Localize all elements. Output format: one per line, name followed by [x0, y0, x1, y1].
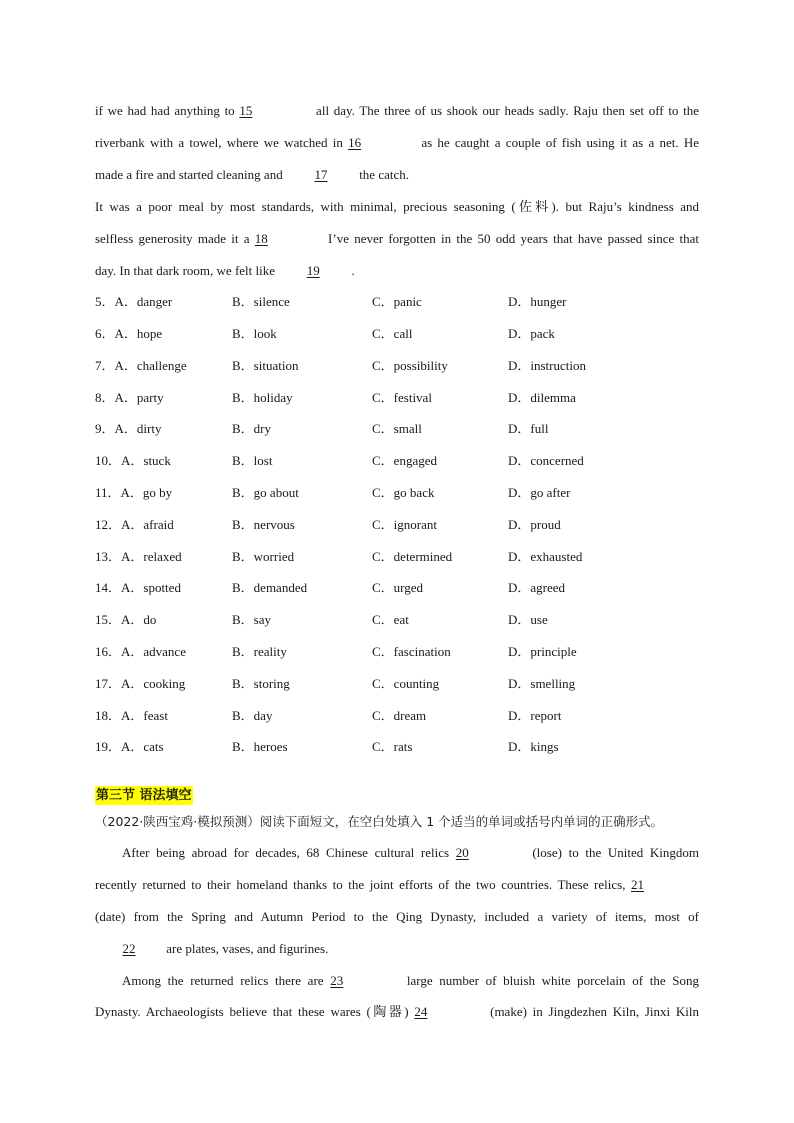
option-a[interactable]: 5．A．danger [95, 294, 173, 309]
text: day. In that dark room, we felt like [95, 263, 279, 278]
option-b[interactable]: B．reality [232, 644, 287, 659]
blank-17[interactable]: 17 [314, 167, 328, 182]
option-b[interactable]: B．heroes [232, 739, 288, 754]
option-a[interactable]: 15．A．do [95, 612, 157, 627]
option-c[interactable]: C．rats [372, 739, 413, 754]
option-c[interactable]: C．small [372, 421, 422, 436]
text: Dynasty. Archaeologists believe that these wares (陶器) [95, 1004, 415, 1019]
option-b[interactable]: B．go about [232, 485, 299, 500]
blank-16[interactable]: 16 [348, 135, 362, 150]
option-c[interactable]: C．go back [372, 485, 435, 500]
option-d[interactable]: D．pack [508, 326, 555, 341]
blank-18[interactable]: 18 [254, 231, 268, 246]
text: selfless generosity made it a [95, 231, 255, 246]
blank-21[interactable]: 21 [631, 877, 644, 892]
passage-line [95, 229, 699, 249]
option-a[interactable]: 13．A．relaxed [95, 549, 182, 564]
text: Among the returned relics there are [122, 973, 331, 988]
blank-20[interactable]: 20 [455, 845, 469, 860]
option-b[interactable]: B．say [232, 612, 272, 627]
option-c[interactable]: C．festival [372, 390, 432, 405]
option-c[interactable]: C．determined [372, 549, 453, 564]
option-d[interactable]: D．concerned [508, 453, 584, 468]
option-c[interactable]: C．call [372, 326, 413, 341]
text: made a fire and started cleaning and [95, 167, 286, 182]
passage-line [95, 875, 699, 895]
option-b[interactable]: B．silence [232, 294, 290, 309]
passage-line [95, 907, 699, 927]
option-a[interactable]: 9．A．dirty [95, 421, 162, 436]
option-a[interactable]: 8．A．party [95, 390, 164, 405]
option-d[interactable]: D．kings [508, 739, 559, 754]
option-a[interactable]: 17．A．cooking [95, 676, 186, 691]
option-b[interactable]: B．demanded [232, 580, 308, 595]
text: . [348, 263, 355, 278]
text: large number of bluish white porcelain of the Song [400, 973, 699, 988]
section-instruction: （2022·陕西宝鸡·模拟预测）阅读下面短文，在空白处填入 1 个适当的单词或括号内单词的正确形式。 [95, 814, 664, 829]
text: It was a poor meal by most standards, with minimal, precious seasoning (佐料). but Raju’s kindness and [95, 199, 699, 214]
passage-line [95, 261, 699, 281]
text: (make) in Jingdezhen Kiln, Jinxi Kiln [484, 1004, 699, 1019]
text: if we had had anything to [95, 103, 240, 118]
section-title: 第三节 语法填空 [96, 788, 192, 803]
option-d[interactable]: D．report [508, 708, 562, 723]
option-d[interactable]: D．hunger [508, 294, 567, 309]
passage-line [95, 101, 699, 121]
option-c[interactable]: C．ignorant [372, 517, 437, 532]
option-b[interactable]: B．worried [232, 549, 295, 564]
passage-line [95, 197, 699, 217]
option-b[interactable]: B．holiday [232, 390, 293, 405]
option-d[interactable]: D．full [508, 421, 549, 436]
option-b[interactable]: B．look [232, 326, 277, 341]
passage-line [95, 133, 699, 153]
text: (date) from the Spring and Autumn Period to the Qing Dynasty, included a variety of items, most of [95, 909, 699, 924]
passage-line [95, 165, 699, 185]
option-c[interactable]: C．counting [372, 676, 440, 691]
passage-line [122, 971, 699, 991]
option-d[interactable]: D．proud [508, 517, 561, 532]
option-b[interactable]: B．day [232, 708, 273, 723]
option-a[interactable]: 6．A．hope [95, 326, 163, 341]
option-a[interactable]: 11．A．go by [95, 485, 173, 500]
option-a[interactable]: 10．A．stuck [95, 453, 171, 468]
option-d[interactable]: D．go after [508, 485, 571, 500]
option-b[interactable]: B．dry [232, 421, 272, 436]
text: I’ve never forgotten in the 50 odd years that have passed since that [322, 231, 699, 246]
option-d[interactable]: D．smelling [508, 676, 576, 691]
passage-line [95, 939, 699, 959]
text: all day. The three of us shook our heads sadly. Raju then set off to the [311, 103, 699, 118]
option-d[interactable]: D．agreed [508, 580, 566, 595]
option-c[interactable]: C．panic [372, 294, 422, 309]
option-c[interactable]: C．possibility [372, 358, 448, 373]
option-c[interactable]: C．dream [372, 708, 427, 723]
option-a[interactable]: 14．A．spotted [95, 580, 181, 595]
option-d[interactable]: D．dilemma [508, 390, 576, 405]
option-d[interactable]: D．instruction [508, 358, 586, 373]
text: After being abroad for decades, 68 Chinese cultural relics [122, 845, 456, 860]
option-b[interactable]: B．situation [232, 358, 299, 373]
text: the catch. [355, 167, 409, 182]
blank-19[interactable]: 19 [306, 263, 320, 278]
passage-line [122, 843, 699, 863]
option-d[interactable]: D．use [508, 612, 548, 627]
blank-15[interactable]: 15 [239, 103, 253, 118]
option-a[interactable]: 16．A．advance [95, 644, 186, 659]
option-a[interactable]: 19．A．cats [95, 739, 164, 754]
option-b[interactable]: B．lost [232, 453, 273, 468]
text: (lose) to the United Kingdom [525, 845, 699, 860]
option-a[interactable]: 7．A．challenge [95, 358, 187, 373]
option-c[interactable]: C．eat [372, 612, 409, 627]
option-d[interactable]: D．principle [508, 644, 577, 659]
option-d[interactable]: D．exhausted [508, 549, 583, 564]
option-b[interactable]: B．storing [232, 676, 290, 691]
text: riverbank with a towel, where we watched in [95, 135, 349, 150]
text: as he caught a couple of fish using it as a net. He [416, 135, 699, 150]
blank-24[interactable]: 24 [414, 1004, 428, 1019]
option-b[interactable]: B．nervous [232, 517, 295, 532]
text: are plates, vases, and figurines. [163, 941, 329, 956]
blank-23[interactable]: 23 [330, 973, 344, 988]
option-c[interactable]: C．engaged [372, 453, 437, 468]
option-c[interactable]: C．fascination [372, 644, 451, 659]
passage-line [95, 1002, 699, 1022]
option-a[interactable]: 12．A．afraid [95, 517, 174, 532]
option-a[interactable]: 18．A．feast [95, 708, 168, 723]
blank-22[interactable]: 22 [122, 941, 136, 956]
option-c[interactable]: C．urged [372, 580, 424, 595]
text: recently returned to their homeland thanks to the joint efforts of the two countries. These relics, [95, 877, 631, 892]
